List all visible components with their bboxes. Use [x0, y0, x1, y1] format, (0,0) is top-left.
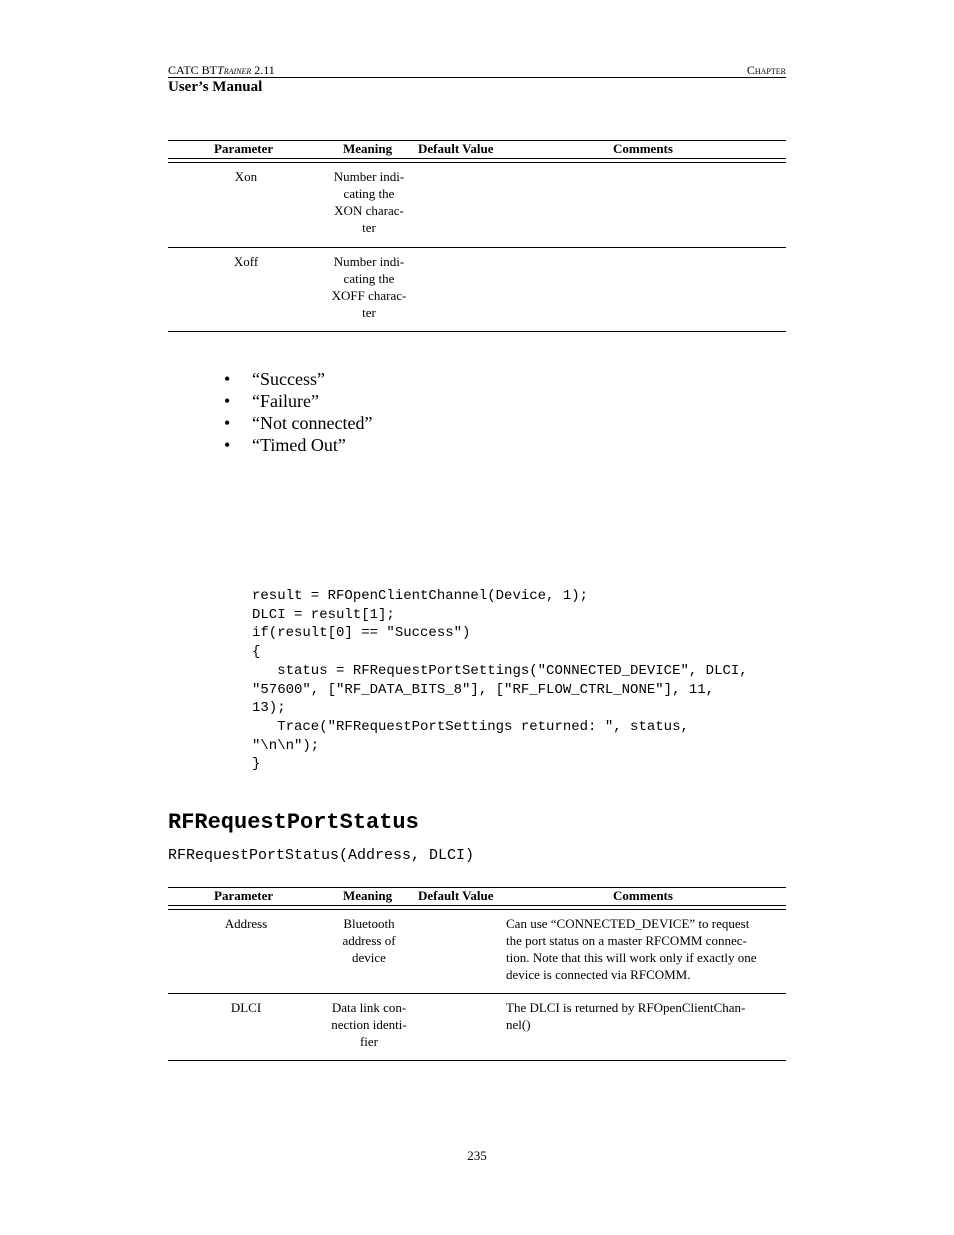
meaning-line: Number indi- [333, 254, 405, 269]
running-header-product [168, 63, 275, 78]
meaning-line: device [352, 950, 386, 965]
table-header-row [168, 888, 786, 905]
col-header-parameter: Parameter [214, 888, 274, 903]
col-header-comments: Comments [613, 888, 673, 903]
section-title: RFRequestPortStatus [168, 810, 419, 835]
meaning-line: cating the [343, 271, 395, 286]
list-item-text: “Not connected” [252, 413, 373, 433]
comment-line: Can use “CONNECTED_DEVICE” to request [506, 916, 750, 931]
list-item [224, 368, 372, 390]
header-rule [168, 77, 786, 78]
cell-meaning [326, 915, 412, 966]
list-item-text: “Failure” [252, 391, 319, 411]
bullet-marker: • [224, 435, 231, 455]
page-number: 235 [467, 1148, 487, 1163]
col-header-default-value: Default Value [418, 141, 494, 156]
meaning-line: address of [342, 933, 396, 948]
cell-parameter: Xon [234, 169, 258, 184]
running-header-chapter: Chapter [746, 63, 786, 77]
meaning-line: ter [362, 220, 376, 235]
cell-comments [506, 915, 782, 983]
meaning-line: ter [362, 305, 376, 320]
meaning-line: nection identi- [331, 1017, 407, 1032]
product-version: 2.11 [251, 63, 275, 77]
col-header-default-value: Default Value [418, 888, 494, 903]
bullet-marker: • [224, 413, 231, 433]
code-example: result = RFOpenClientChannel(Device, 1); DLCI = result[1]; if(result[0] == "Success") { status = RFRequestPortSettings("CONNECTED_DEVICE", DLCI, "57600", ["RF_DATA_BITS_8"], ["RF_FLOW_CTRL_NONE"], 11, 13); Trace("RFRequestPortSettings returned: ", status, "\n\n"); } [252, 588, 748, 773]
cell-meaning [326, 999, 412, 1050]
meaning-line: fier [359, 1034, 379, 1049]
table-row [168, 994, 786, 1061]
bullet-marker: • [224, 391, 231, 411]
col-header-meaning: Meaning [343, 141, 393, 156]
cell-comments [506, 999, 782, 1033]
meaning-line: Bluetooth [343, 916, 395, 931]
list-item [224, 434, 372, 456]
comment-line: The DLCI is returned by RFOpenClientChan- [506, 1000, 746, 1015]
cell-meaning [326, 253, 412, 321]
meaning-line: Number indi- [333, 169, 405, 184]
return-values-list [224, 368, 372, 456]
parameter-table-1 [168, 140, 786, 332]
running-header-subtitle: User’s Manual [168, 79, 263, 95]
table-row [168, 163, 786, 248]
meaning-line: XOFF charac- [331, 288, 407, 303]
cell-meaning [326, 168, 412, 236]
table-header-row [168, 141, 786, 158]
product-prefix: CATC BT [168, 63, 218, 77]
function-signature: RFRequestPortStatus(Address, DLCI) [168, 847, 475, 864]
list-item-text: “Timed Out” [252, 435, 346, 455]
list-item [224, 390, 372, 412]
cell-parameter: Xoff [233, 254, 259, 269]
meaning-line: XON charac- [334, 203, 404, 218]
col-header-comments: Comments [613, 141, 673, 156]
list-item [224, 412, 372, 434]
table-row [168, 248, 786, 332]
product-italic: Trainer [217, 63, 252, 77]
col-header-parameter: Parameter [214, 141, 274, 156]
meaning-line: cating the [343, 186, 395, 201]
table-row [168, 910, 786, 994]
bullet-marker: • [224, 369, 231, 389]
comment-line: nel() [506, 1017, 531, 1032]
parameter-table-2 [168, 887, 786, 1061]
cell-parameter: DLCI [230, 1000, 262, 1015]
comment-line: tion. Note that this will work only if exactly one [506, 950, 757, 965]
meaning-line: Data link con- [331, 1000, 407, 1015]
comment-line: the port status on a master RFCOMM connec- [506, 933, 747, 948]
list-item-text: “Success” [252, 369, 325, 389]
col-header-meaning: Meaning [343, 888, 393, 903]
comment-line: device is connected via RFCOMM. [506, 967, 691, 982]
cell-parameter: Address [224, 916, 268, 931]
